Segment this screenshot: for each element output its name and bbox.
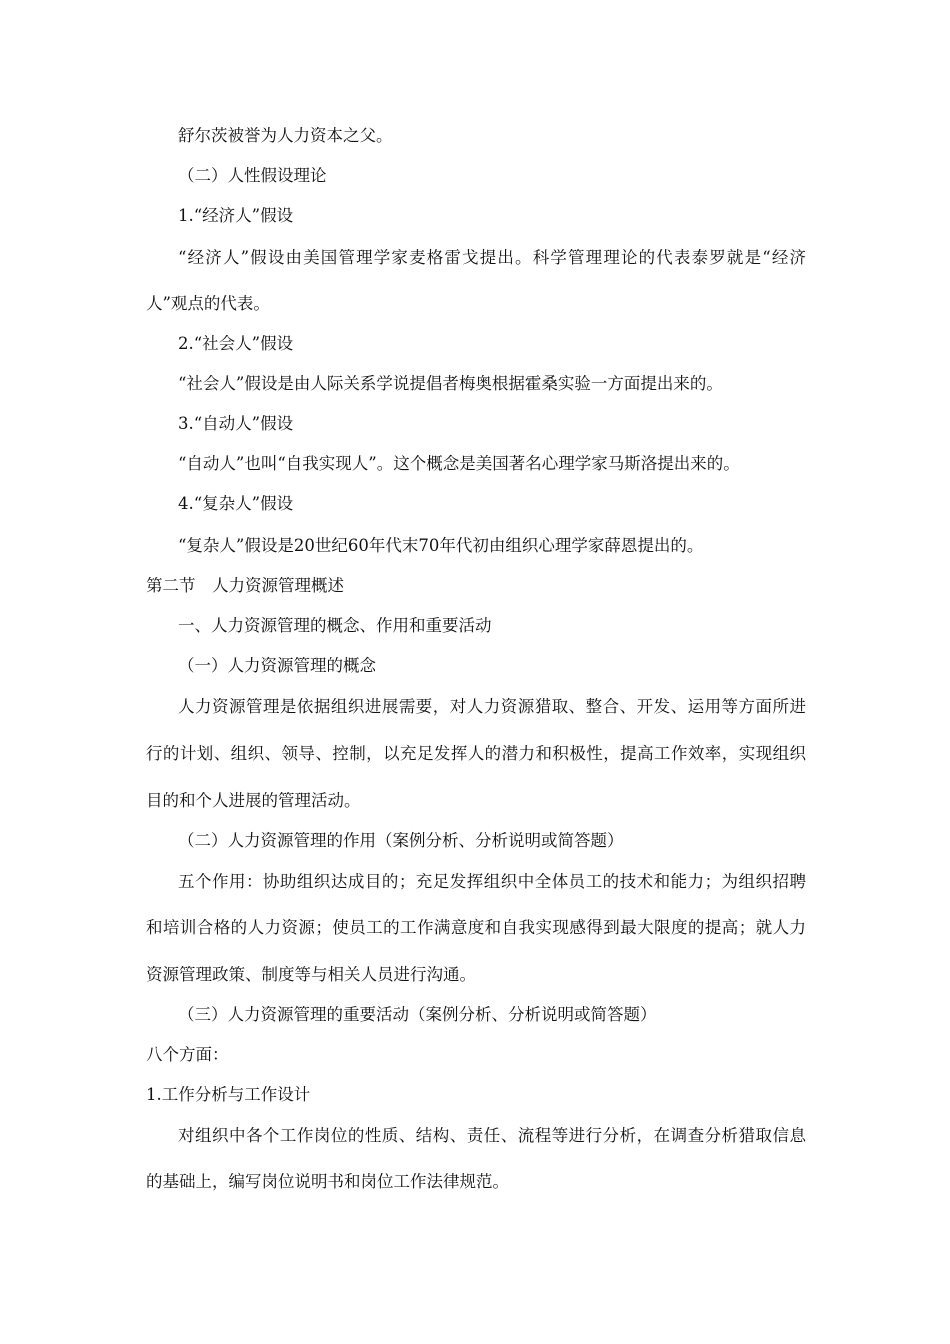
item-heading: 3.“自动人”假设: [178, 414, 294, 433]
text-line: “经济人”假设由美国管理学家麦格雷戈提出。科学管理理论的代表泰罗就是“经济: [178, 248, 806, 267]
text-line: “自动人”也叫“自我实现人”。这个概念是美国著名心理学家马斯洛提出来的。: [178, 454, 740, 473]
section-heading: 第二节 人力资源管理概述: [146, 576, 344, 595]
text-line: 目的和个人进展的管理活动。: [146, 791, 361, 810]
text-line: 人”观点的代表。: [146, 294, 270, 313]
text-line: 行的计划、组织、领导、控制，以充足发挥人的潜力和积极性，提高工作效率，实现组织: [146, 744, 806, 763]
item-heading: 1.工作分析与工作设计: [146, 1085, 311, 1104]
text-line: “社会人”假设是由人际关系学说提倡者梅奥根据霍桑实验一方面提出来的。: [178, 374, 723, 393]
text-line: 资源管理政策、制度等与相关人员进行沟通。: [146, 965, 476, 984]
text-line: 人力资源管理是依据组织进展需要，对人力资源猎取、整合、开发、运用等方面所进: [178, 697, 806, 716]
text-line: 舒尔茨被誉为人力资本之父。: [178, 126, 393, 145]
item-heading: 4.“复杂人”假设: [178, 494, 294, 513]
section-subheading: 一、人力资源管理的概念、作用和重要活动: [178, 616, 492, 635]
text-line: 对组织中各个工作岗位的性质、结构、责任、流程等进行分析，在调查分析猎取信息: [178, 1126, 806, 1145]
subsection-heading: （二）人力资源管理的作用（案例分析、分析说明或简答题）: [178, 831, 624, 850]
text-line: 和培训合格的人力资源；使员工的工作满意度和自我实现感得到最大限度的提高；就人力: [146, 918, 806, 937]
text-line: 的基础上，编写岗位说明书和岗位工作法律规范。: [146, 1172, 509, 1191]
item-heading: 2.“社会人”假设: [178, 334, 294, 353]
text-line: 五个作用：协助组织达成目的；充足发挥组织中全体员工的技术和能力；为组织招聘: [178, 872, 806, 891]
subsection-heading: （三）人力资源管理的重要活动（案例分析、分析说明或简答题）: [178, 1005, 657, 1024]
text-line: 八个方面：: [146, 1045, 229, 1064]
text-line: “复杂人”假设是20世纪60年代末70年代初由组织心理学家薛恩提出的。: [178, 536, 704, 555]
subsection-heading: （二）人性假设理论: [178, 166, 327, 185]
subsection-heading: （一）人力资源管理的概念: [178, 656, 376, 675]
item-heading: 1.“经济人”假设: [178, 206, 294, 225]
